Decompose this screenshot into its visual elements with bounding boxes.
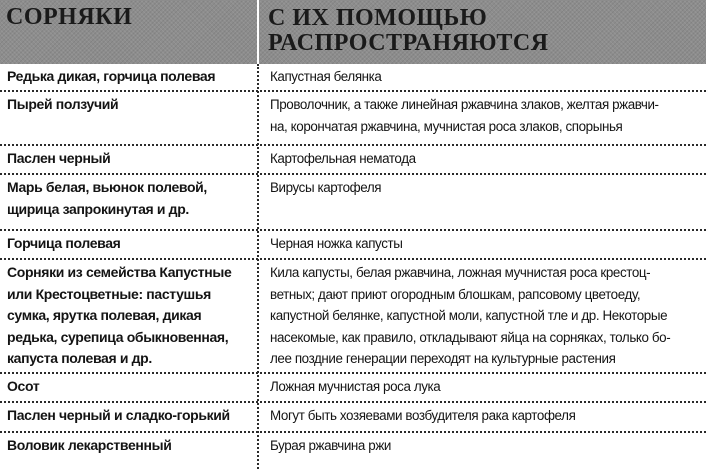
weed-cell — [0, 433, 258, 457]
table-row — [0, 64, 706, 92]
weed-line: Осот — [7, 378, 40, 394]
weed-cell — [0, 374, 258, 398]
spread-line: на, корончатая ржавчина, мучнистая роса злаков, спорынья — [270, 118, 623, 134]
header-spread — [258, 0, 706, 64]
weed-cell — [0, 64, 258, 88]
table-row — [0, 231, 706, 260]
spread-line: Капустная белянка — [270, 69, 382, 84]
spread-line: Вирусы картофеля — [270, 180, 382, 195]
weed-line: редька, сурепица обыкновенная, — [7, 328, 229, 345]
spread-cell — [258, 92, 706, 137]
table-row — [0, 374, 706, 403]
spread-cell — [258, 175, 706, 199]
spread-line: Черная ножка капусты — [270, 236, 403, 251]
header-weeds: СОРНЯКИ — [6, 4, 133, 30]
spread-line: Ложная мучнистая роса лука — [270, 379, 441, 394]
spread-line: насекомые, как правило, откладывают яйца на сорняках, только бо- — [270, 329, 671, 345]
table-row — [0, 146, 706, 175]
weed-line: Марь белая, вьюнок полевой, — [7, 179, 207, 195]
column-divider — [257, 64, 259, 469]
weed-line: капуста полевая и др. — [7, 350, 152, 366]
weed-cell — [0, 403, 258, 427]
weed-line: Пырей ползучий — [7, 96, 119, 112]
weed-line: или Крестоцветные: пастушья — [7, 285, 211, 302]
spread-cell — [258, 403, 706, 427]
spread-line: лее поздние генерации переходят на культурные растения — [270, 351, 616, 366]
spread-line: Могут быть хозяевами возбудителя рака картофеля — [270, 408, 576, 423]
weed-line: щирица запрокинутая и др. — [7, 200, 189, 217]
weed-line: сумка, ярутка полевая, дикая — [7, 307, 202, 323]
weed-cell — [0, 146, 258, 170]
weed-cell — [0, 231, 258, 255]
table-row — [0, 260, 706, 374]
table-row — [0, 403, 706, 433]
spread-cell — [258, 146, 706, 170]
spread-cell — [258, 231, 706, 255]
header-spread-line-2: РАСПРОСТРАНЯЮТСЯ — [268, 30, 549, 56]
spread-cell — [258, 374, 706, 398]
weed-cell — [0, 92, 258, 116]
spread-line: Проволочник, а также линейная ржавчина злаков, желтая ржавчи- — [270, 97, 659, 112]
weed-cell — [0, 175, 258, 220]
weed-line: Горчица полевая — [7, 235, 121, 251]
weed-line: Воловик лекарственный — [7, 437, 172, 453]
weed-cell — [0, 260, 258, 370]
table-header — [0, 0, 706, 64]
table-row — [0, 433, 706, 469]
weed-line: Редька дикая, горчица полевая — [7, 68, 216, 84]
header-spread-line-1: С ИХ ПОМОЩЬЮ — [268, 5, 488, 31]
spread-line: капустной белянке, капустной моли, капустной тле и др. Некоторые — [270, 308, 668, 323]
spread-line: ветных; дают приют огородным блошкам, рапсовому цветоеду, — [270, 286, 641, 302]
spread-cell — [258, 260, 706, 370]
weed-line: Паслен черный — [7, 150, 111, 166]
spread-line: Картофельная нематода — [270, 151, 416, 166]
table-row — [0, 92, 706, 146]
spread-line: Бурая ржавчина ржи — [270, 438, 391, 453]
table-row — [0, 175, 706, 231]
spread-line: Кила капусты, белая ржавчина, ложная мучнистая роса крестоц- — [270, 265, 651, 280]
weed-line: Сорняки из семейства Капустные — [7, 264, 232, 280]
spread-cell — [258, 64, 706, 88]
weed-line: Паслен черный и сладко-горький — [7, 407, 230, 423]
spread-cell — [258, 433, 706, 457]
